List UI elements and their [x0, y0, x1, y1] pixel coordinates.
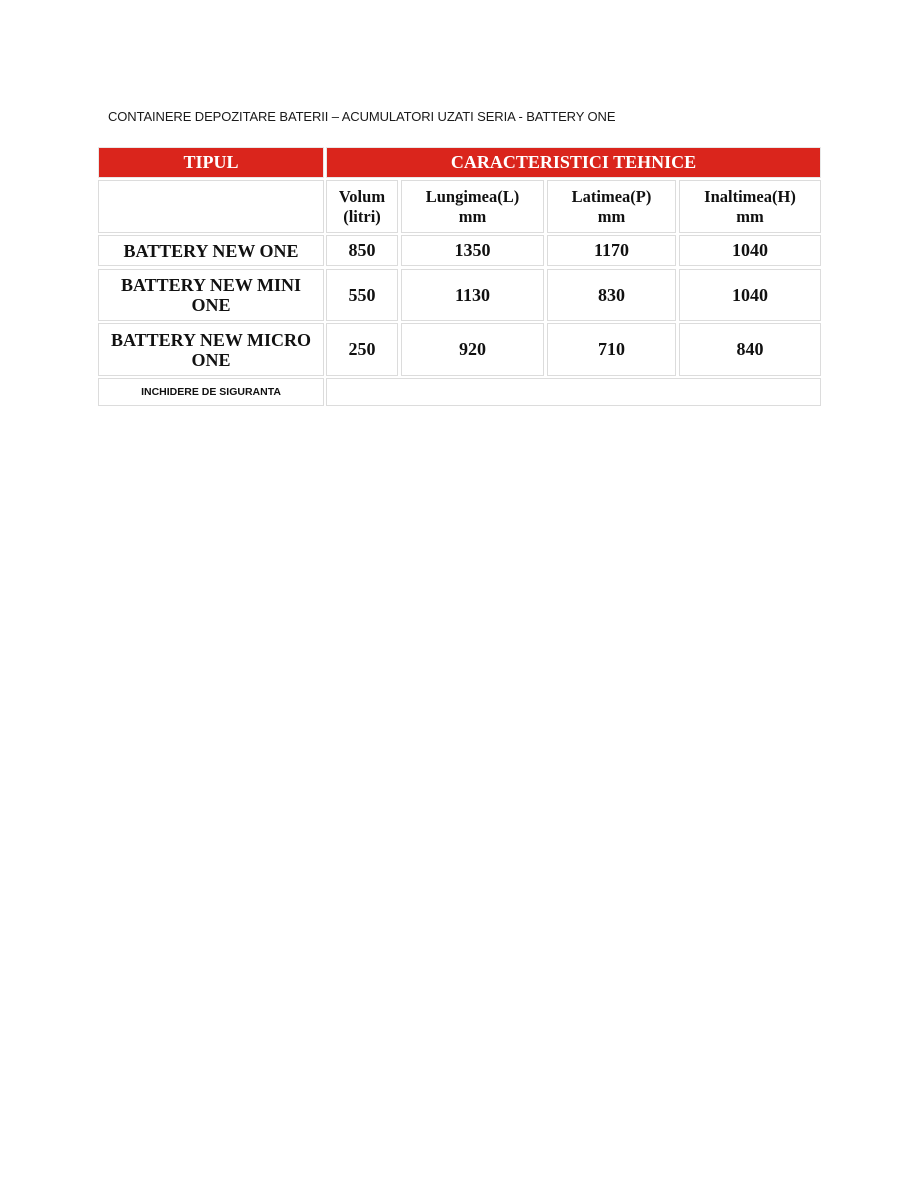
col-header-volum — [326, 180, 398, 233]
col-header-lungime — [401, 180, 544, 233]
row-name — [98, 235, 324, 266]
col-header-latime — [547, 180, 676, 233]
col-header-latime-line2: mm — [597, 206, 626, 226]
col-header-volum-line1: Volum — [338, 186, 386, 206]
row-name-line2: ONE — [191, 349, 231, 370]
header-specs: CARACTERISTICI TEHNICE — [326, 147, 821, 178]
row-name — [98, 323, 324, 376]
cell-inaltime: 1040 — [679, 235, 821, 266]
cell-lungime: 1350 — [401, 235, 544, 266]
col-header-volum-line2: (litri) — [343, 206, 381, 226]
col-header-latime-line1: Latimea(P) — [571, 186, 652, 206]
cell-latime: 830 — [547, 269, 676, 321]
cell-volum: 850 — [326, 235, 398, 266]
col-header-lungime-line1: Lungimea(L) — [425, 186, 520, 206]
subheader-empty — [98, 180, 324, 233]
cell-inaltime: 840 — [679, 323, 821, 376]
col-header-lungime-line2: mm — [458, 206, 487, 226]
cell-volum: 250 — [326, 323, 398, 376]
row-name — [98, 269, 324, 321]
cell-lungime: 920 — [401, 323, 544, 376]
footer-label: INCHIDERE DE SIGURANTA — [98, 378, 324, 406]
document-title: CONTAINERE DEPOZITARE BATERII – ACUMULATORI UZATI SERIA - BATTERY ONE — [108, 109, 616, 124]
footer-value — [326, 378, 821, 406]
row-name-line2: ONE — [191, 295, 231, 315]
row-name-line1: BATTERY NEW MICRO — [110, 329, 312, 350]
cell-lungime: 1130 — [401, 269, 544, 321]
cell-inaltime: 1040 — [679, 269, 821, 321]
cell-latime: 1170 — [547, 235, 676, 266]
col-header-inaltime-line1: Inaltimea(H) — [704, 186, 796, 206]
header-type: TIPUL — [98, 147, 324, 178]
cell-latime: 710 — [547, 323, 676, 376]
col-header-inaltime-line2: mm — [736, 206, 764, 226]
col-header-inaltime — [679, 180, 821, 233]
row-name-line1: BATTERY NEW MINI — [120, 275, 302, 295]
cell-volum: 550 — [326, 269, 398, 321]
row-name-line1: BATTERY NEW ONE — [123, 240, 299, 261]
